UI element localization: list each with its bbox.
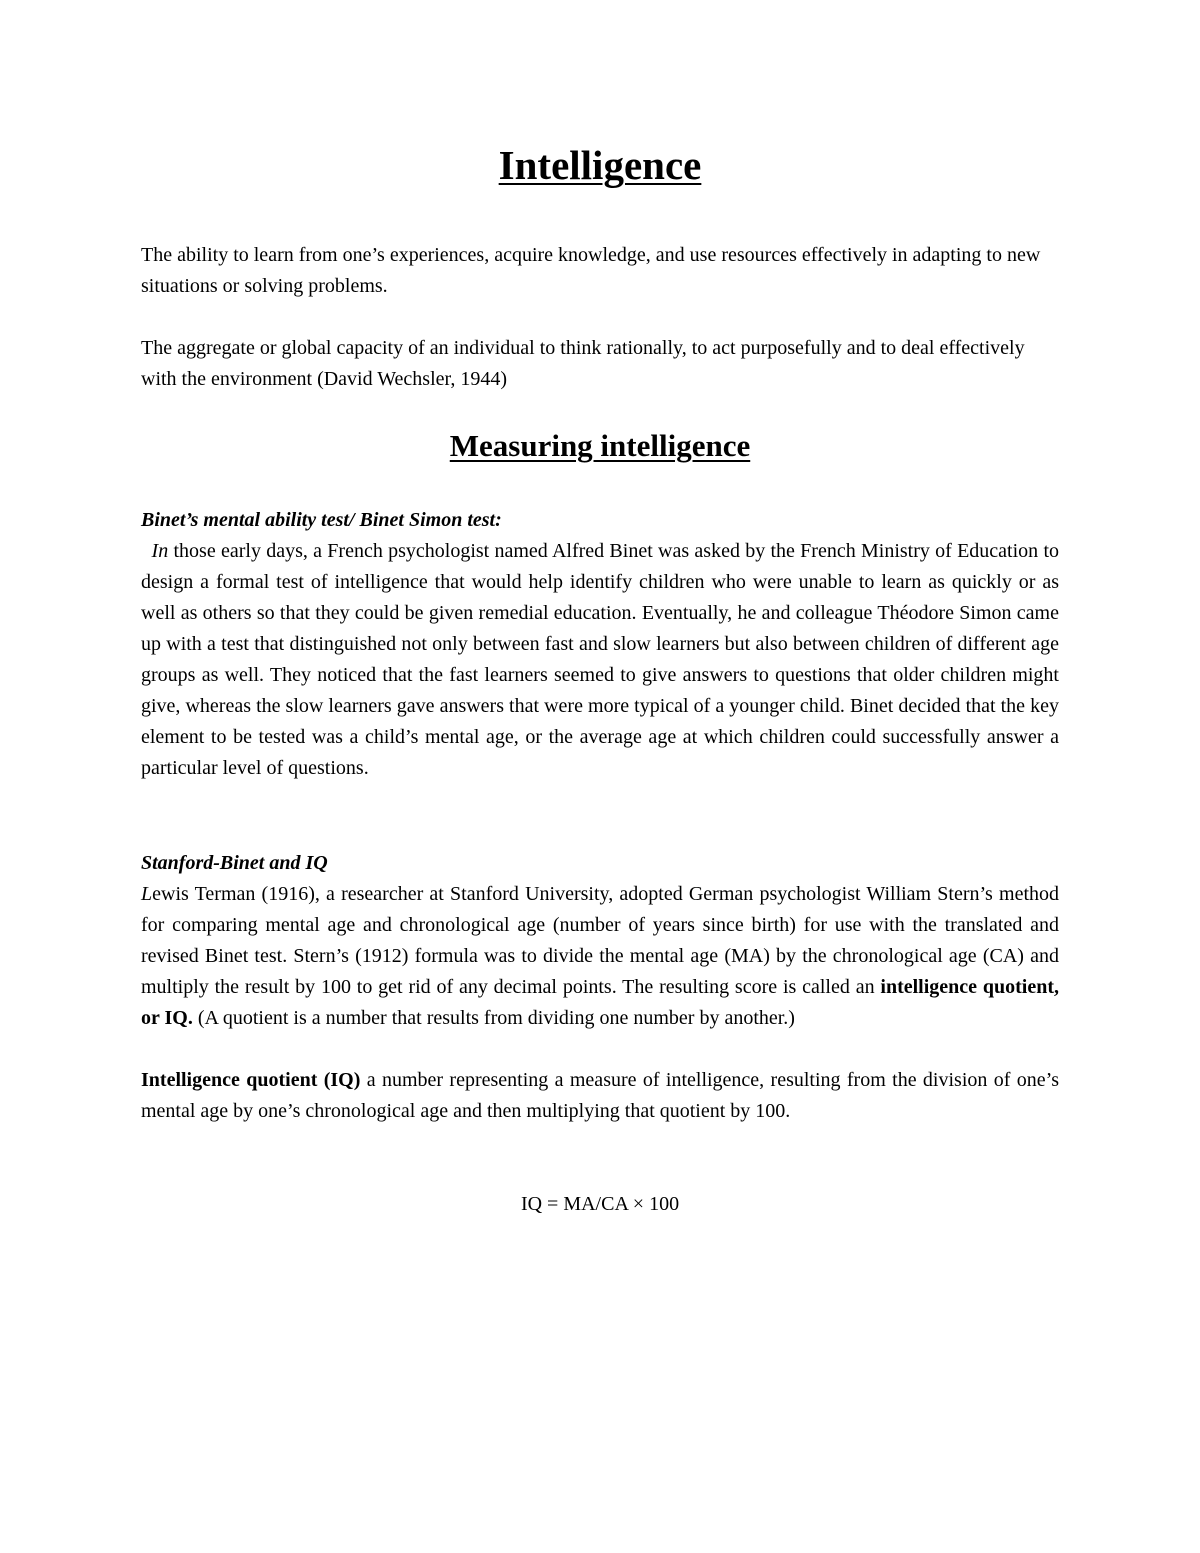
stanford-binet-text-after: (A quotient is a number that results from dividing one number by another.)	[192, 1007, 795, 1029]
stanford-binet-heading: Stanford-Binet and IQ	[141, 852, 328, 874]
iq-definition-term: Intelligence quotient (IQ)	[141, 1069, 361, 1091]
binet-paragraph	[141, 536, 1059, 784]
binet-body-text: those early days, a French psychologist named Alfred Binet was asked by the French Ministry of Education to design a formal test of intelligence that would help identify children who were unable to learn as quickly or as well as others so that they could be given remedial education. Eventually, he and colleague Théodore Simon came up with a test that distinguished not only between fast and slow learners but also between children of different age groups as well. They noticed that the fast learners seemed to give answers to questions that older children might give, whereas the slow learners gave answers that were more typical of a younger child. Binet decided that the key element to be tested was a child’s mental age, or the average age at which children could successfully answer a particular level of questions.	[141, 540, 1060, 779]
iq-formula: IQ = MA/CA × 100	[520, 1193, 680, 1215]
definition-paragraph-2: The aggregate or global capacity of an individual to think rationally, to act purposefully and to deal effectively with the environment (David Wechsler, 1944)	[141, 337, 1025, 390]
iq-bold-term: intelligence quotient, or IQ.	[141, 976, 1059, 1029]
stanford-binet-text-before: ewis Terman (1916), a researcher at Stanford University, adopted German psychologist William Stern’s method for comparing mental age and chronological age (number of years since birth) for use with the translated and revised Binet test. Stern’s (1912) formula was to divide the mental age (MA) by the chronological age (CA) and multiply the result by 100 to get rid of any decimal points. The resulting score is called an	[141, 883, 1059, 998]
definition-paragraph-1: The ability to learn from one’s experiences, acquire knowledge, and use resources effectively in adapting to new situations or solving problems.	[141, 244, 1041, 297]
iq-definition-text: a number representing a measure of intelligence, resulting from the division of one’s mental age by one’s chronological age and then multiplying that quotient by 100.	[141, 1069, 1059, 1122]
section-title: Measuring intelligence	[449, 428, 751, 463]
stanford-binet-first-letter: L	[141, 883, 153, 905]
binet-first-word: In	[151, 540, 169, 562]
binet-heading: Binet’s mental ability test/ Binet Simon test:	[141, 509, 502, 531]
page-title: Intelligence	[498, 142, 702, 188]
iq-definition-paragraph	[141, 1065, 1059, 1127]
stanford-binet-paragraph	[141, 879, 1059, 1034]
